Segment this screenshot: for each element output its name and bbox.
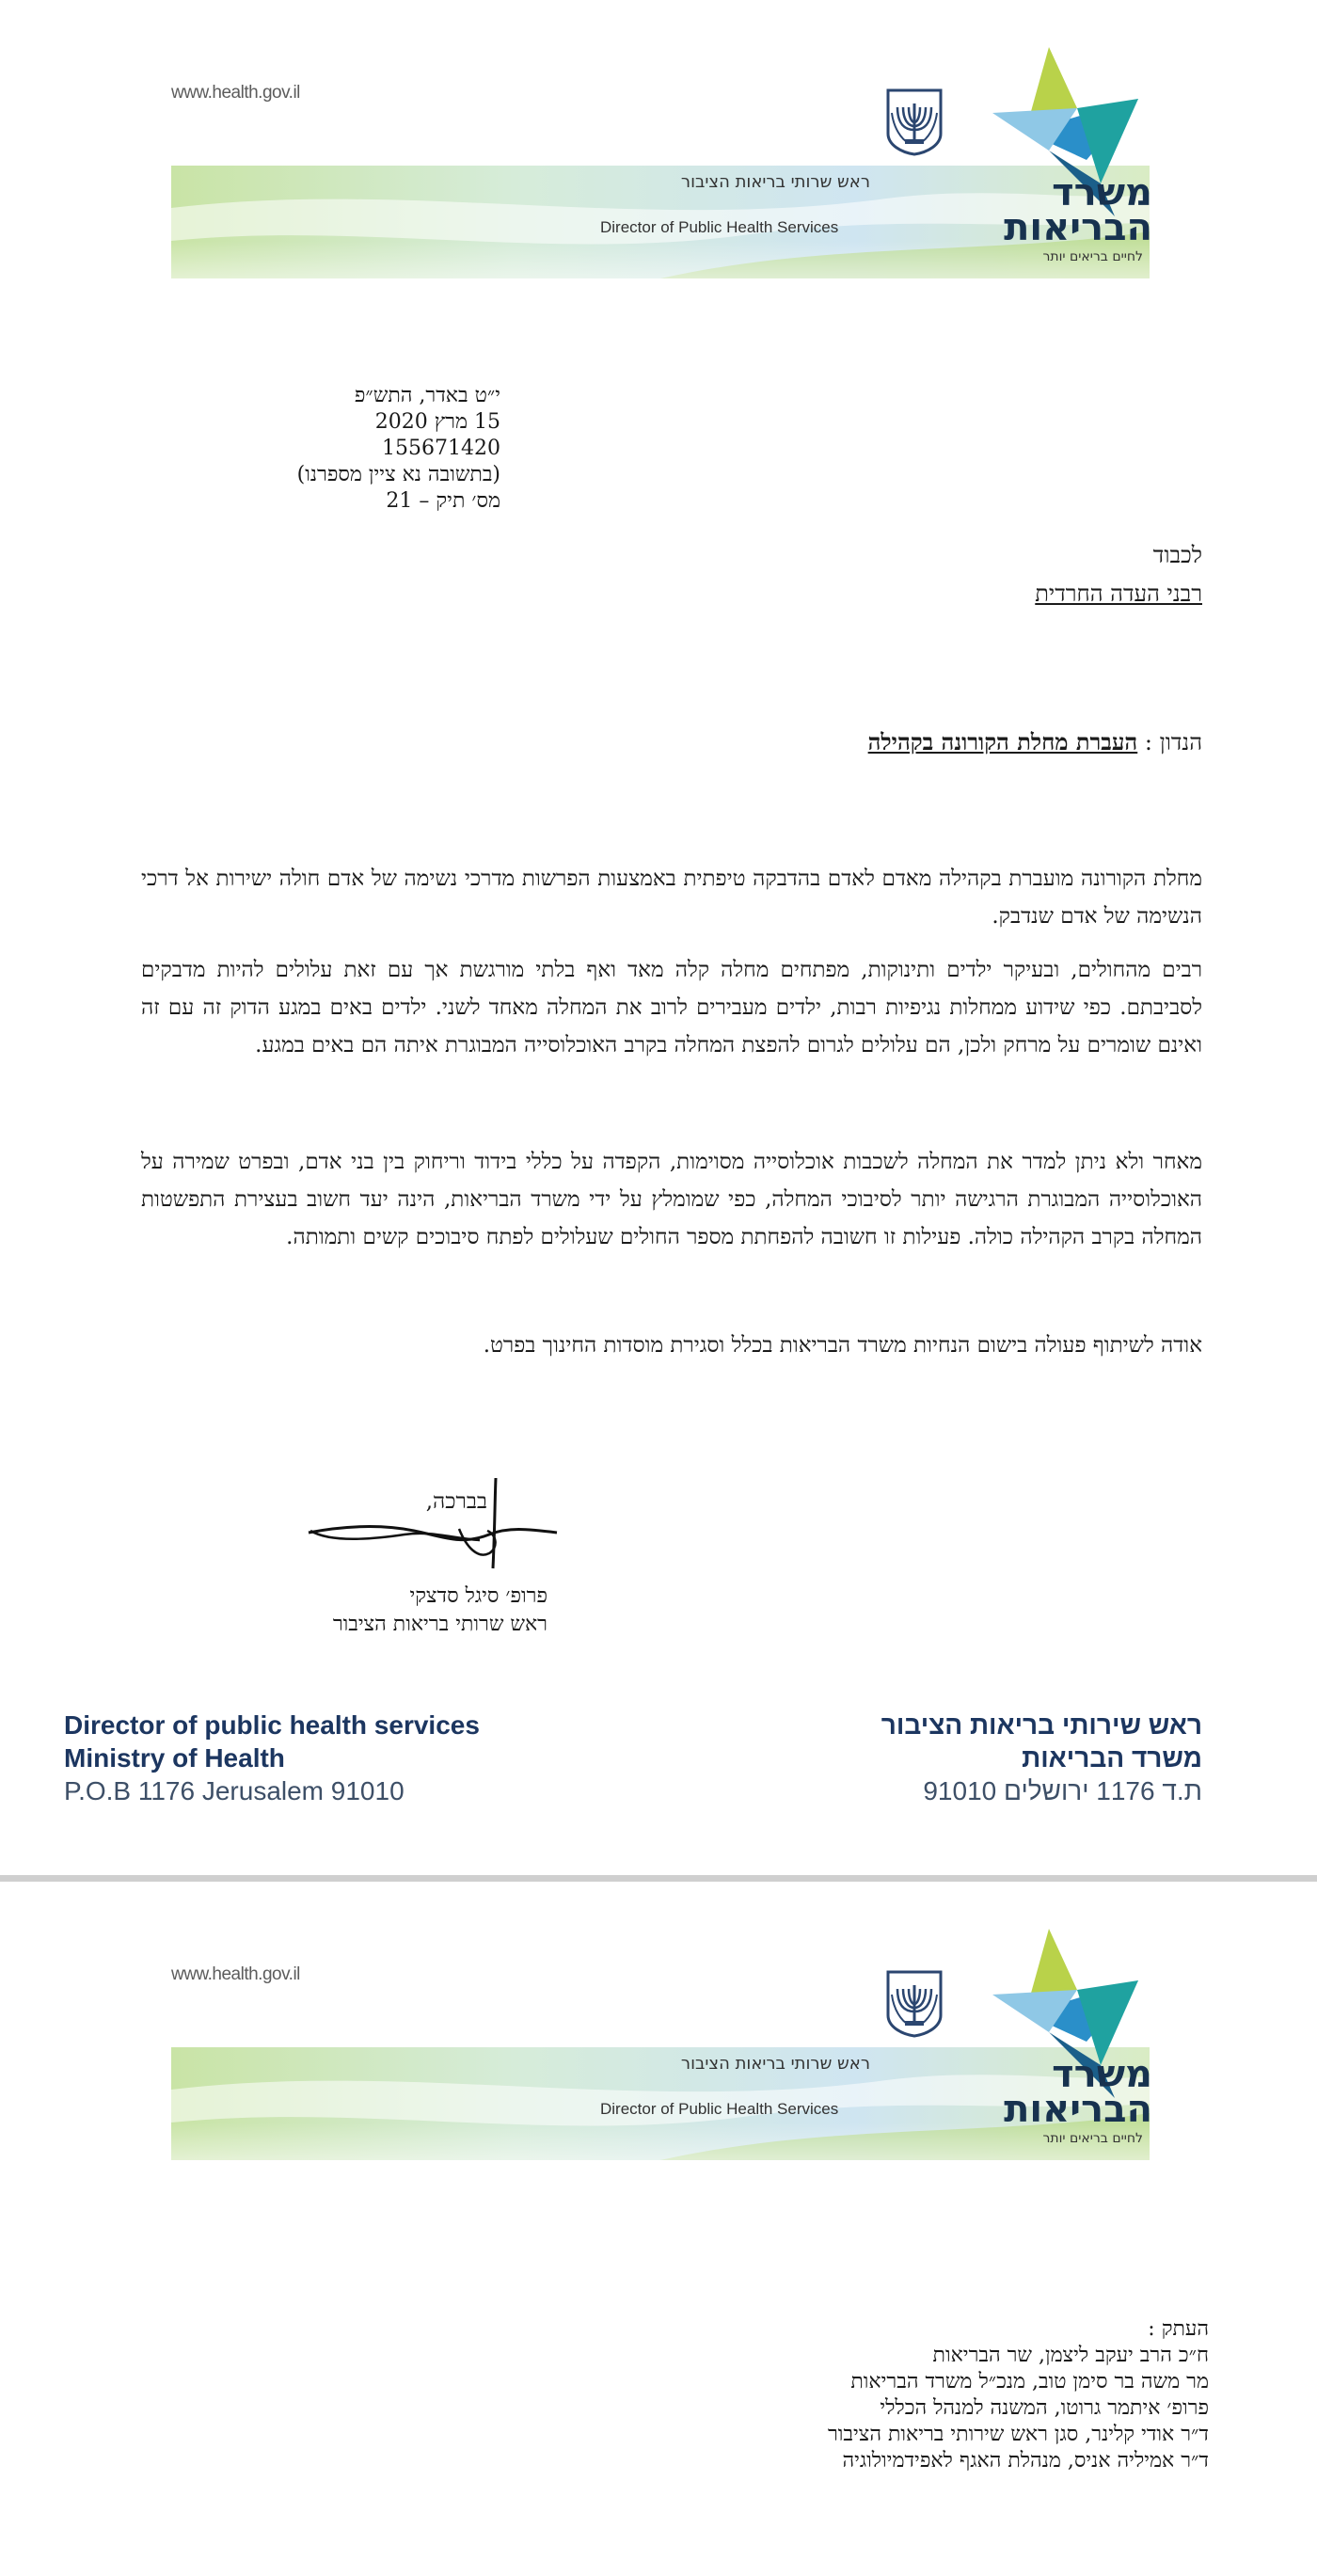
salutation: לכבוד (1152, 542, 1202, 568)
letterhead-english-department: Director of Public Health Services (600, 2100, 839, 2118)
cc-label: העתק : (1148, 2317, 1209, 2341)
handwritten-signature (301, 1472, 564, 1576)
hebrew-date: י״ט באדר, התש״פ (354, 384, 500, 407)
footer-english-line1: Director of public health services (64, 1710, 480, 1740)
cc-recipient: פרופ׳ איתמר גרוטו, המשנה למנהל הכללי (880, 2396, 1209, 2420)
subject-label: הנדון : (1144, 729, 1202, 755)
signatory-name: פרופ׳ סיגל סדצקי (409, 1584, 547, 1608)
letterhead-hebrew-department: ראש שרותי בריאות הציבור (680, 2054, 870, 2074)
reference-block (124, 383, 500, 515)
cc-recipient: ד״ר אודי קלינר, סגן ראש שירותי בריאות הציבור (827, 2423, 1209, 2446)
footer-english-line3: P.O.B 1176 Jerusalem 91010 (64, 1776, 405, 1805)
subject-line (868, 724, 1202, 760)
footer-hebrew (881, 1709, 1202, 1807)
subject-text: העברת מחלת הקורונה בקהילה (867, 728, 1138, 755)
footer-hebrew-line2: משרד הבריאות (1022, 1743, 1202, 1773)
cc-recipient: ד״ר אמיליה אניס, מנהלת האגף לאפידמיולוגיה (842, 2449, 1209, 2473)
gregorian-date: 15 מרץ 2020 (374, 410, 500, 434)
cc-block (550, 2316, 1209, 2474)
footer-english (64, 1709, 480, 1807)
logo-name-line1: משרד (1052, 171, 1152, 215)
letterhead-hebrew-department: ראש שרותי בריאות הציבור (680, 172, 870, 192)
page-separator (0, 1875, 1317, 1882)
letterhead-url: www.health.gov.il (171, 1964, 300, 1984)
logo-tagline: לחיים בריאים יותר (1042, 249, 1143, 264)
file-number: מס׳ תיק – 21 (386, 489, 500, 513)
signatory-title: ראש שרותי בריאות הציבור (332, 1613, 547, 1636)
footer-hebrew-line1: ראש שירותי בריאות הציבור (881, 1710, 1202, 1740)
letterhead-english-department: Director of Public Health Services (600, 218, 839, 236)
logo-name-line1: משרד (1052, 2053, 1152, 2096)
footer-hebrew-line3: ת.ד 1176 ירושלים 91010 (923, 1776, 1202, 1805)
logo-tagline: לחיים בריאים יותר (1042, 2131, 1143, 2146)
cc-recipient: מר משה בר סימן טוב, מנכ״ל משרד הבריאות (850, 2370, 1209, 2393)
logo-name-line2: הבריאות (1004, 2088, 1152, 2131)
letter-page-2 (0, 1882, 1317, 2576)
body-paragraph-1: מחלת הקורונה מועברת בקהילה מאדם לאדם בהדבקה טיפתית באמצעות הפרשות מדרכי נשימה של אדם חולה ישירות אל דרכי הנשימה של אדם שנדבק. (141, 867, 1202, 929)
reference-number: 155671420 (382, 437, 500, 460)
logo-name-line2: הבריאות (1004, 206, 1152, 249)
body-paragraph-3: מאחר ולא ניתן למדר את המחלה לשכבות אוכלוסייה מסוימות, הקפדה על כללי בידוד וריחוק בין בני אדם, ובפרט שמירה על האוכלוסייה המבוגרת הרגישה יותר לסיבוכי המחלה, כפי שמומלץ על ידי משרד הבריאות, הינה יעד חשוב בעצירת התפשטות המחלה בקרב הקהילה כולה. פעילות זו חשובה להפחתת מספר החולים שעלולים לפתח סיבוכים קשים ותמותה. (141, 1150, 1202, 1249)
footer-english-line2: Ministry of Health (64, 1743, 285, 1773)
reply-note: (בתשובה נא ציין מספרנו) (296, 463, 500, 486)
body-paragraph-2: רבים מהחולים, ובעיקר ילדים ותינוקות, מפתחים מחלה קלה מאד ואף בלתי מורגשת אך עם זאת עלולים להיות מדבקים לסביבתם. כפי שידוע ממחלות נגיפיות רבות, ילדים מעבירים לרוב את המחלה מאחד לשני. ילדים באים במגע הדוק זה עם זה ואינם שומרים על מרחק ולכן, הם עלולים לגרום להפצת המחלה בקרב האוכלוסייה המבוגרת איתה הם באים במגע. (141, 958, 1202, 1057)
body-paragraph-4: אודה לשיתוף פעולה בישום הנחיות משרד הבריאות בכלל וסגירת מוסדות החינוך בפרט. (483, 1333, 1202, 1358)
cc-recipient: ח״כ הרב יעקב ליצמן, שר הבריאות (932, 2344, 1209, 2367)
recipient-name: רבני העדה החרדית (1035, 580, 1202, 607)
closing: בברכה, (425, 1489, 487, 1514)
letterhead-url: www.health.gov.il (171, 83, 300, 103)
